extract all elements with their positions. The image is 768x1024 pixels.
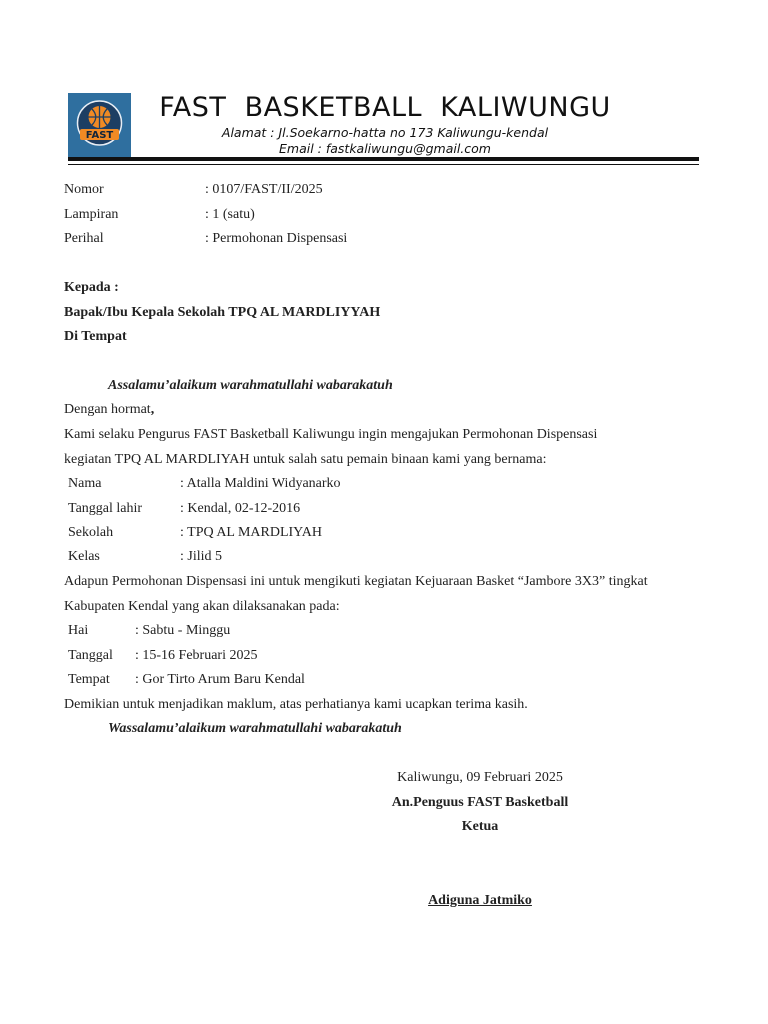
opening-text: Dengan hormat xyxy=(64,402,151,417)
event-date-label: Tanggal xyxy=(68,648,113,663)
greeting: Assalamu’alaikum warahmatullahi wabarakatuh xyxy=(108,378,393,393)
recipient-place: Di Tempat xyxy=(64,329,127,344)
paragraph-1-line-2: kegiatan TPQ AL MARDLIYAH untuk salah satu pemain binaan kami yang bernama: xyxy=(64,452,547,467)
opening-line xyxy=(64,401,154,419)
organization-email: Email : fastkaliwungu@gmail.com xyxy=(279,141,491,156)
perihal-label: Perihal xyxy=(64,231,104,246)
letterhead-divider-thick xyxy=(68,157,699,161)
farewell: Wassalamu’alaikum warahmatullahi wabarakatuh xyxy=(108,721,402,736)
signature-role: Ketua xyxy=(461,819,499,834)
paragraph-2-line-2: Kabupaten Kendal yang akan dilaksanakan pada: xyxy=(64,599,340,614)
student-name-value: : Atalla Maldini Widyanarko xyxy=(180,476,341,491)
nomor-value: : 0107/FAST/II/2025 xyxy=(205,182,323,197)
organization-address: Alamat : Jl.Soekarno-hatta no 173 Kaliwungu-kendal xyxy=(221,125,549,140)
perihal-value: : Permohonan Dispensasi xyxy=(205,231,348,246)
event-day-label: Hai xyxy=(68,623,89,638)
event-day-value: : Sabtu - Minggu xyxy=(135,623,231,638)
logo-text: FAST xyxy=(85,130,114,141)
closing-line: Demikian untuk menjadikan maklum, atas perhatianya kami ucapkan terima kasih. xyxy=(64,697,528,712)
event-place-label: Tempat xyxy=(68,672,110,687)
event-date-value: : 15-16 Februari 2025 xyxy=(135,648,258,663)
recipient-kepada: Kepada : xyxy=(64,280,119,295)
student-school-label: Sekolah xyxy=(68,525,114,540)
club-logo xyxy=(68,93,131,157)
signature-on-behalf: An.Penguus FAST Basketball xyxy=(391,795,569,810)
lampiran-label: Lampiran xyxy=(64,207,119,222)
organization-name: FAST BASKETBALL KALIWUNGU xyxy=(159,92,611,123)
nomor-label: Nomor xyxy=(64,182,104,197)
paragraph-2-line-1: Adapun Permohonan Dispensasi ini untuk mengikuti kegiatan Kejuaraan Basket “Jambore 3X3” tingkat xyxy=(64,574,648,589)
signature-place-date: Kaliwungu, 09 Februari 2025 xyxy=(397,770,563,785)
opening-punctuation: , xyxy=(150,402,155,417)
lampiran-value: : 1 (satu) xyxy=(205,207,255,222)
letterhead-divider-thin xyxy=(68,164,699,165)
event-place-value: : Gor Tirto Arum Baru Kendal xyxy=(135,672,305,687)
student-school-value: : TPQ AL MARDLIYAH xyxy=(180,525,322,540)
student-class-value: : Jilid 5 xyxy=(180,549,223,564)
recipient-name: Bapak/Ibu Kepala Sekolah TPQ AL MARDLIYYAH xyxy=(64,305,381,320)
signatory-name: Adiguna Jatmiko xyxy=(428,893,532,908)
student-class-label: Kelas xyxy=(68,549,100,564)
paragraph-1-line-1: Kami selaku Pengurus FAST Basketball Kaliwungu ingin mengajukan Permohonan Dispensasi xyxy=(64,427,598,442)
student-name-label: Nama xyxy=(68,476,102,491)
student-birth-value: : Kendal, 02-12-2016 xyxy=(180,501,301,516)
student-birth-label: Tanggal lahir xyxy=(68,501,143,516)
